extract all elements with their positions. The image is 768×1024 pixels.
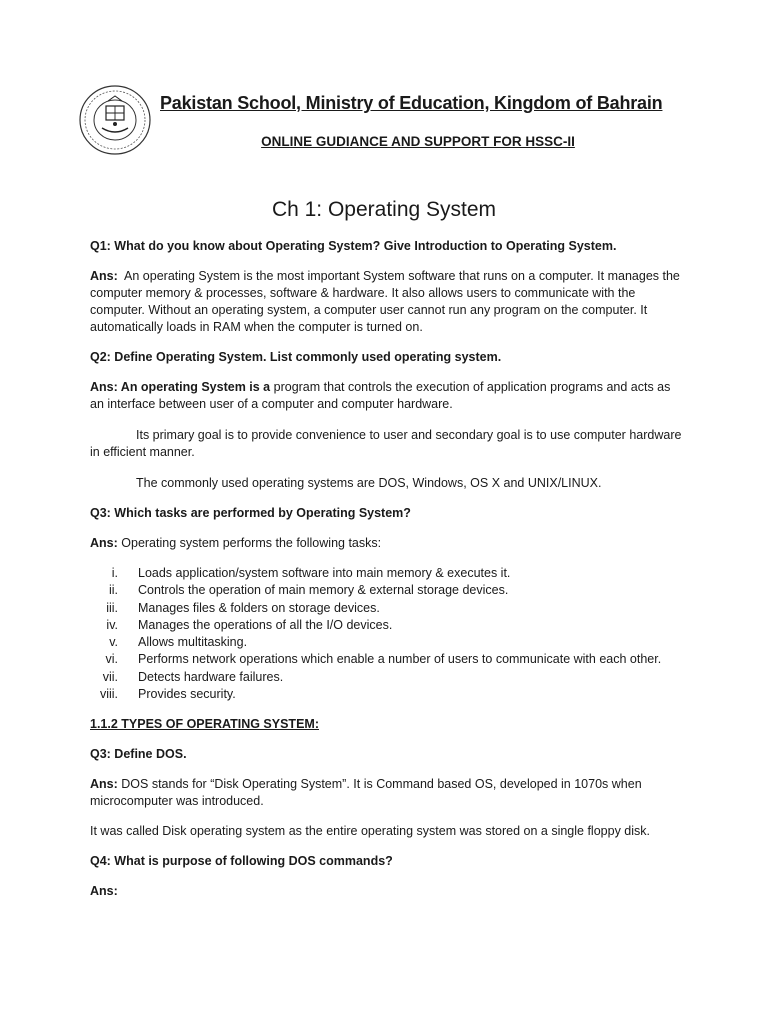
page-subtitle: ONLINE GUDIANCE AND SUPPORT FOR HSSC-II: [261, 134, 575, 149]
list-item: v. Allows multitasking.: [109, 635, 248, 650]
list-item: i. Loads application/system software into main memory & executes it.: [111, 566, 511, 580]
chapter-title: Ch 1: Operating System: [271, 198, 497, 221]
q2-ans-label: Ans: An operating System is a: [90, 380, 271, 394]
q4-ans-label: Ans:: [90, 884, 118, 899]
q3-answer-text: Operating system performs the following tasks:: [121, 536, 382, 550]
section-heading: 1.1.2 TYPES OF OPERATING SYSTEM:: [90, 717, 319, 732]
q3-dos-answer-text: DOS stands for “Disk Operating System”. It is Command based OS, developed in 1070s when microcomputer was introduced.: [90, 777, 642, 809]
q2-paragraph-3: The commonly used operating systems are DOS, Windows, OS X and UNIX/LINUX.: [136, 476, 602, 490]
school-title: Pakistan School, Ministry of Education, Kingdom of Bahrain: [160, 93, 663, 113]
list-item: vii. Detects hardware failures.: [102, 669, 284, 684]
q3-dos-paragraph-2: It was called Disk operating system as the entire operating system was stored on a single floppy disk.: [90, 824, 650, 839]
document-body: [90, 236, 686, 900]
q2-question: Q2: Define Operating System. List commonly used operating system.: [90, 350, 502, 364]
q3-question: Q3: Which tasks are performed by Operating System?: [90, 506, 411, 520]
list-item: ii. Controls the operation of main memory & external storage devices.: [108, 583, 509, 598]
q3-ans-label: Ans:: [90, 536, 118, 550]
q4-question: Q4: What is purpose of following DOS commands?: [90, 854, 393, 869]
list-item: iv. Manages the operations of all the I/O devices.: [106, 617, 393, 632]
q3-dos-question: Q3: Define DOS.: [90, 747, 187, 762]
list-item: vi. Performs network operations which enable a number of users to communicate with each other.: [105, 652, 662, 667]
q1-question: Q1: What do you know about Operating System? Give Introduction to Operating System.: [90, 239, 617, 253]
q2-paragraph-2: Its primary goal is to provide convenience to user and secondary goal is to use computer hardware in efficient manner.: [90, 428, 682, 459]
tasks-list: [90, 565, 686, 703]
q1-ans-label: Ans:: [90, 269, 118, 283]
list-item: iii. Manages files & folders on storage devices.: [106, 600, 380, 615]
list-item: viii. Provides security.: [99, 687, 236, 702]
q1-answer-text: An operating System is the most important System software that runs on a computer. It manages the computer memory & processes, software & hardware. It also allows users to communicate with the computer. Without an operating system, a computer user cannot run any program on the computer. It automatically loads in RAM when the computer is turned on.: [90, 269, 680, 334]
q2-answer: [90, 379, 686, 413]
q1-answer: [90, 268, 686, 336]
q3-answer: [90, 535, 686, 552]
q2-answer-text: program that controls the execution of application programs and acts as an interface between user of a computer and computer hardware.: [90, 380, 671, 411]
q3-dos-ans-label: Ans:: [90, 777, 118, 792]
q3-dos-answer: [90, 776, 686, 810]
